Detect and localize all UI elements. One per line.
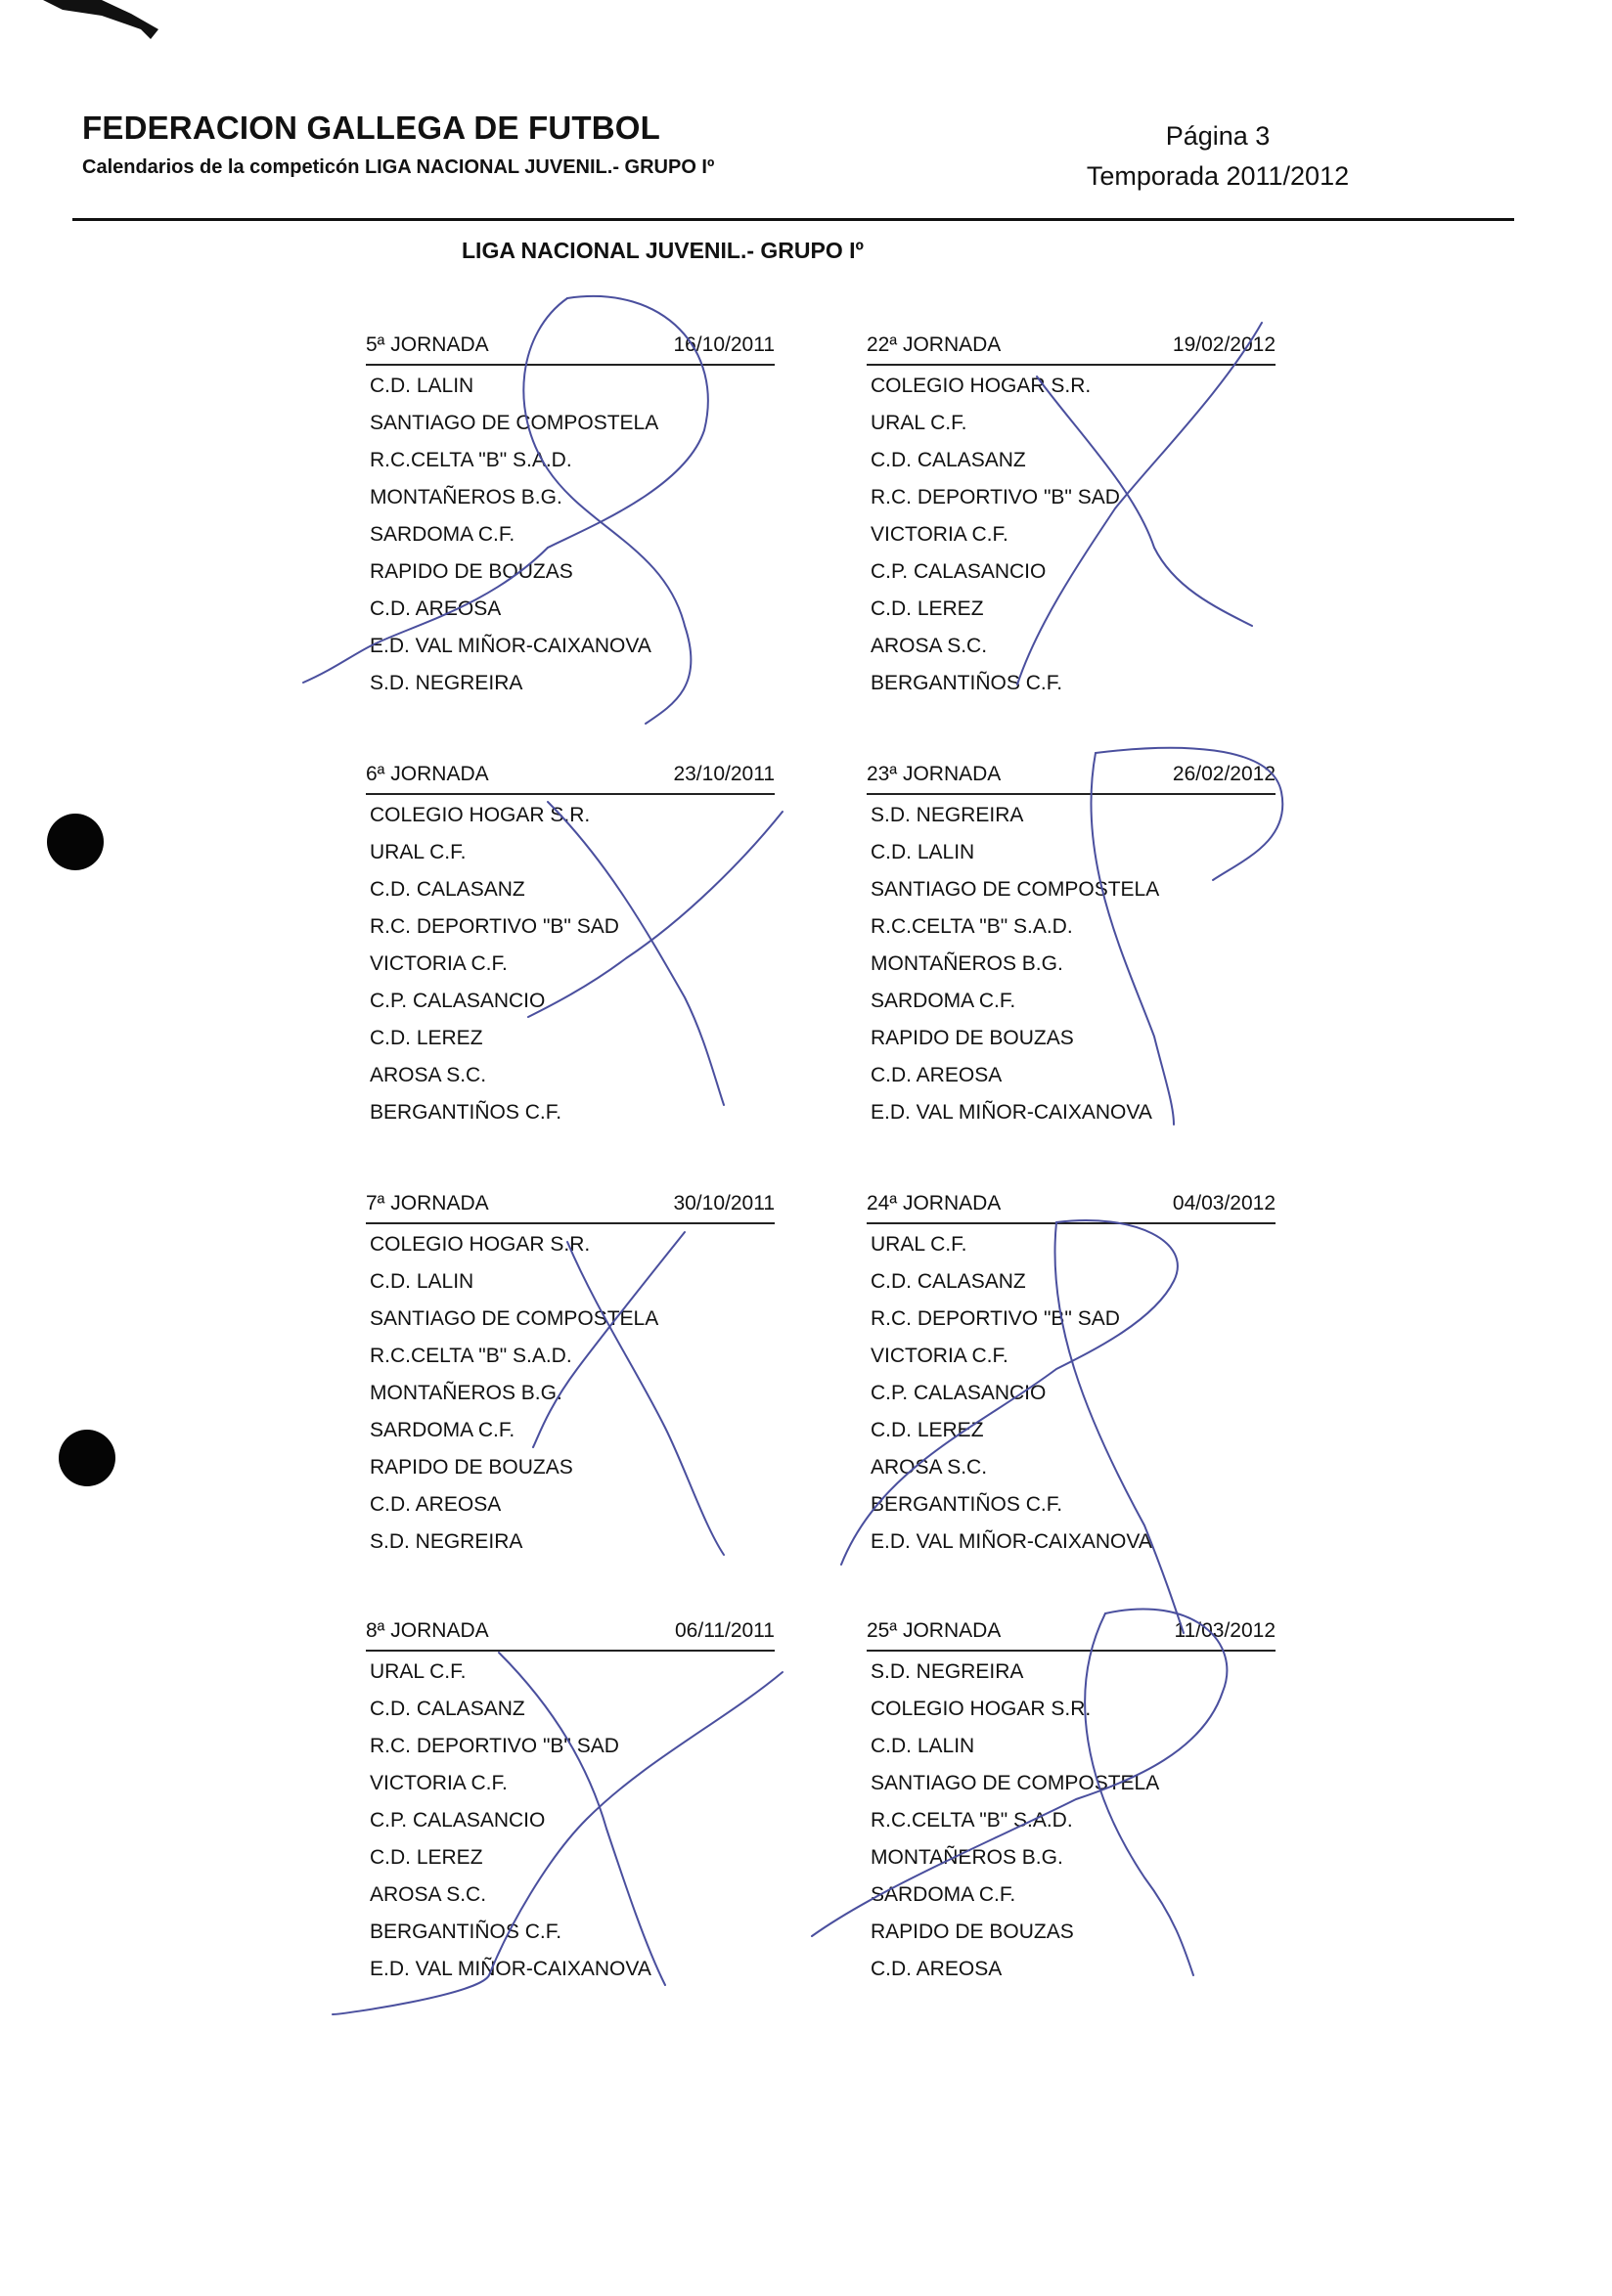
- team-item: R.C. DEPORTIVO "B" SAD: [871, 1307, 1120, 1330]
- round-name: 25ª JORNADA: [867, 1619, 1002, 1642]
- team-item: VICTORIA C.F.: [370, 952, 508, 975]
- round-divider: [867, 1222, 1276, 1224]
- round-divider: [366, 793, 775, 795]
- team-item: SARDOMA C.F.: [370, 1419, 515, 1441]
- round-divider: [366, 1650, 775, 1652]
- round-divider: [366, 364, 775, 366]
- team-list: [366, 797, 775, 1131]
- round-date: 11/03/2012: [1174, 1619, 1276, 1642]
- team-item: C.P. CALASANCIO: [370, 1809, 546, 1832]
- round-date: 19/02/2012: [1172, 333, 1276, 356]
- team-item: COLEGIO HOGAR S.R.: [871, 1698, 1092, 1720]
- team-item: R.C. DEPORTIVO "B" SAD: [370, 915, 619, 938]
- team-item: SANTIAGO DE COMPOSTELA: [370, 1307, 659, 1330]
- team-item: R.C.CELTA "B" S.A.D.: [871, 1809, 1073, 1832]
- team-item: SANTIAGO DE COMPOSTELA: [871, 878, 1160, 901]
- round-date: 04/03/2012: [1172, 1192, 1276, 1214]
- team-item: E.D. VAL MIÑOR-CAIXANOVA: [370, 635, 651, 657]
- team-item: E.D. VAL MIÑOR-CAIXANOVA: [871, 1530, 1152, 1553]
- round-name: 8ª JORNADA: [366, 1619, 489, 1642]
- team-list: [867, 368, 1276, 702]
- team-item: VICTORIA C.F.: [370, 1772, 508, 1794]
- round-block: [366, 760, 775, 1131]
- team-item: COLEGIO HOGAR S.R.: [871, 375, 1092, 397]
- round-divider: [366, 1222, 775, 1224]
- team-item: C.D. CALASANZ: [370, 1698, 525, 1720]
- team-item: AROSA S.C.: [871, 1456, 988, 1479]
- round-header: [366, 1616, 775, 1646]
- round-block: [366, 331, 775, 702]
- team-item: RAPIDO DE BOUZAS: [871, 1027, 1074, 1049]
- document-header: [82, 110, 714, 179]
- team-item: SANTIAGO DE COMPOSTELA: [871, 1772, 1160, 1794]
- team-item: R.C.CELTA "B" S.A.D.: [370, 1345, 572, 1367]
- team-item: C.D. LEREZ: [370, 1846, 483, 1869]
- team-list: [366, 368, 775, 702]
- team-list: [867, 1226, 1276, 1561]
- round-header: [867, 1189, 1276, 1218]
- round-name: 6ª JORNADA: [366, 763, 489, 785]
- scan-corner-mark: [43, 0, 160, 39]
- round-divider: [867, 364, 1276, 366]
- team-item: BERGANTIÑOS C.F.: [871, 1493, 1063, 1516]
- document-subtitle: Calendarios de la competicón LIGA NACIONAL JUVENIL.- GRUPO Iº: [82, 156, 715, 178]
- team-item: C.D. LALIN: [370, 375, 474, 397]
- team-item: AROSA S.C.: [871, 635, 988, 657]
- team-item: S.D. NEGREIRA: [370, 672, 523, 694]
- round-header: [366, 760, 775, 789]
- round-block: [366, 1616, 775, 1988]
- round-header: [867, 1616, 1276, 1646]
- team-item: AROSA S.C.: [370, 1064, 487, 1086]
- season: Temporada 2011/2012: [1086, 161, 1350, 191]
- team-item: COLEGIO HOGAR S.R.: [370, 1233, 591, 1256]
- page-number: Página 3: [1165, 121, 1271, 151]
- document-title: FEDERACION GALLEGA DE FUTBOL: [82, 110, 661, 146]
- team-item: MONTAÑEROS B.G.: [871, 952, 1063, 975]
- team-item: C.D. LALIN: [370, 1270, 474, 1293]
- round-date: 30/10/2011: [673, 1192, 775, 1214]
- team-item: SANTIAGO DE COMPOSTELA: [370, 412, 659, 434]
- team-item: C.P. CALASANCIO: [871, 560, 1047, 583]
- team-item: C.D. CALASANZ: [871, 449, 1026, 471]
- team-item: URAL C.F.: [871, 412, 967, 434]
- team-item: MONTAÑEROS B.G.: [871, 1846, 1063, 1869]
- team-item: R.C. DEPORTIVO "B" SAD: [370, 1735, 619, 1757]
- page-info: [1056, 121, 1379, 192]
- team-item: C.D. AREOSA: [370, 1493, 502, 1516]
- team-item: VICTORIA C.F.: [871, 523, 1008, 546]
- team-item: URAL C.F.: [370, 841, 467, 863]
- round-name: 5ª JORNADA: [366, 333, 489, 356]
- team-item: RAPIDO DE BOUZAS: [370, 1456, 573, 1479]
- team-list: [867, 797, 1276, 1131]
- round-name: 24ª JORNADA: [867, 1192, 1002, 1214]
- round-block: [867, 760, 1276, 1131]
- round-block: [867, 331, 1276, 702]
- team-item: VICTORIA C.F.: [871, 1345, 1008, 1367]
- team-item: RAPIDO DE BOUZAS: [370, 560, 573, 583]
- team-item: S.D. NEGREIRA: [370, 1530, 523, 1553]
- team-item: C.D. LEREZ: [871, 597, 984, 620]
- round-block: [366, 1189, 775, 1561]
- team-item: C.P. CALASANCIO: [370, 990, 546, 1012]
- team-item: E.D. VAL MIÑOR-CAIXANOVA: [871, 1101, 1152, 1124]
- league-title: LIGA NACIONAL JUVENIL.- GRUPO Iº: [462, 238, 864, 263]
- header-divider: [72, 218, 1514, 221]
- team-item: BERGANTIÑOS C.F.: [370, 1101, 562, 1124]
- team-list: [867, 1654, 1276, 1988]
- team-item: C.D. LEREZ: [370, 1027, 483, 1049]
- team-item: C.D. LALIN: [871, 1735, 975, 1757]
- team-item: E.D. VAL MIÑOR-CAIXANOVA: [370, 1958, 651, 1980]
- team-item: R.C. DEPORTIVO "B" SAD: [871, 486, 1120, 508]
- round-date: 16/10/2011: [673, 333, 775, 356]
- round-block: [867, 1189, 1276, 1561]
- team-item: MONTAÑEROS B.G.: [370, 486, 562, 508]
- team-item: R.C.CELTA "B" S.A.D.: [871, 915, 1073, 938]
- round-divider: [867, 1650, 1276, 1652]
- team-item: S.D. NEGREIRA: [871, 804, 1024, 826]
- punch-hole-bottom: [59, 1430, 115, 1486]
- round-block: [867, 1616, 1276, 1988]
- team-list: [366, 1226, 775, 1561]
- team-item: S.D. NEGREIRA: [871, 1660, 1024, 1683]
- team-item: C.D. AREOSA: [370, 597, 502, 620]
- team-item: RAPIDO DE BOUZAS: [871, 1921, 1074, 1943]
- team-item: COLEGIO HOGAR S.R.: [370, 804, 591, 826]
- round-name: 23ª JORNADA: [867, 763, 1002, 785]
- team-item: URAL C.F.: [370, 1660, 467, 1683]
- team-item: R.C.CELTA "B" S.A.D.: [370, 449, 572, 471]
- round-header: [366, 1189, 775, 1218]
- round-header: [366, 331, 775, 360]
- team-item: C.D. LEREZ: [871, 1419, 984, 1441]
- round-date: 06/11/2011: [675, 1619, 775, 1642]
- team-item: BERGANTIÑOS C.F.: [370, 1921, 562, 1943]
- round-name: 7ª JORNADA: [366, 1192, 489, 1214]
- team-item: SARDOMA C.F.: [871, 990, 1016, 1012]
- team-item: C.D. CALASANZ: [370, 878, 525, 901]
- punch-hole-top: [47, 814, 104, 870]
- team-item: SARDOMA C.F.: [871, 1883, 1016, 1906]
- team-item: C.D. AREOSA: [871, 1064, 1003, 1086]
- team-item: C.P. CALASANCIO: [871, 1382, 1047, 1404]
- team-item: URAL C.F.: [871, 1233, 967, 1256]
- team-item: AROSA S.C.: [370, 1883, 487, 1906]
- team-item: C.D. AREOSA: [871, 1958, 1003, 1980]
- round-header: [867, 331, 1276, 360]
- round-header: [867, 760, 1276, 789]
- team-item: BERGANTIÑOS C.F.: [871, 672, 1063, 694]
- team-item: SARDOMA C.F.: [370, 523, 515, 546]
- team-item: C.D. CALASANZ: [871, 1270, 1026, 1293]
- round-date: 26/02/2012: [1172, 763, 1276, 785]
- team-item: MONTAÑEROS B.G.: [370, 1382, 562, 1404]
- team-list: [366, 1654, 775, 1988]
- round-divider: [867, 793, 1276, 795]
- team-item: C.D. LALIN: [871, 841, 975, 863]
- round-date: 23/10/2011: [673, 763, 775, 785]
- round-name: 22ª JORNADA: [867, 333, 1002, 356]
